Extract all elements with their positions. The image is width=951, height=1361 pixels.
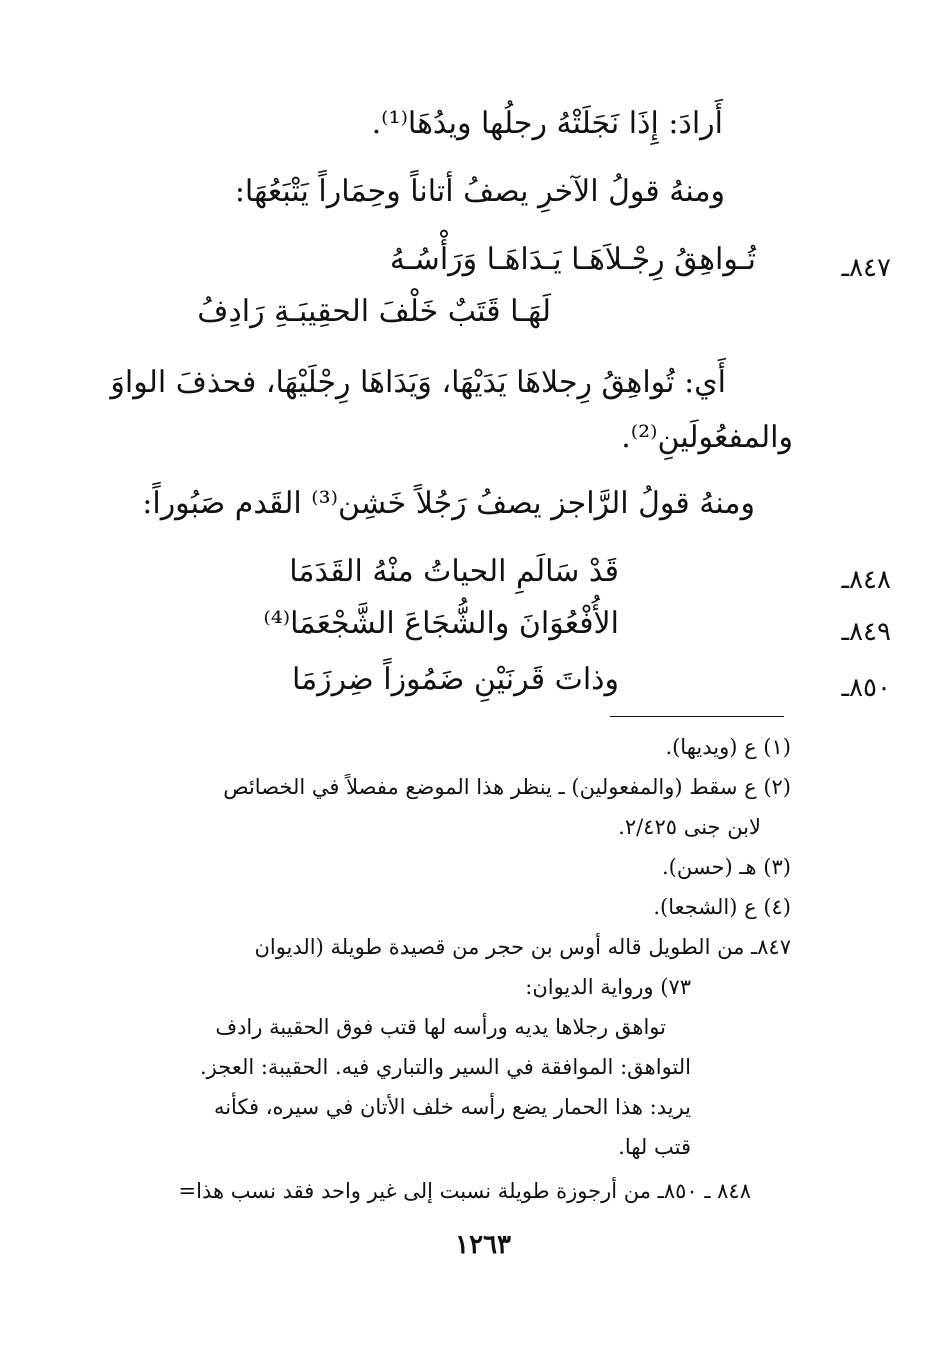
- verse-number: ٨٤٧ـ: [841, 253, 891, 283]
- verse-line: وذاتَ قَرنَيْنِ ضَمُوزاً ضِرزَمَا: [291, 662, 619, 697]
- text-line: والمفعُولَينِ⁽²⁾.: [621, 420, 793, 455]
- footnote: ٨٤٨ ـ ٨٥٠ـ من أرجوزة طويلة نسبت إلى غير واحد فقد نسب هذا=: [178, 1179, 751, 1203]
- verse-number: ٨٤٩ـ: [841, 617, 891, 647]
- verse-line: قَدْ سَالَمِ الحياتُ منْهُ القَدَمَا: [289, 554, 619, 589]
- verse-number: ٨٤٨ـ: [841, 565, 891, 595]
- text-line: أَي: تُواهِقُ رِجلاهَا يَدَيْهَا، وَيَدَاهَا رِجْلَيْهَا، فحذفَ الواوَ: [110, 365, 726, 400]
- footnote: تواهق رجلاها يديه ورأسه لها قتب فوق الحقيبة رادف: [215, 1015, 666, 1039]
- text-line: ومنهُ قولُ الآخرِ يصفُ أتاناً وحِمَاراً يَتْبَعُهَا:: [234, 174, 725, 209]
- footnote: ٨٤٧ـ من الطويل قاله أوس بن حجر من قصيدة طويلة (الديوان: [254, 935, 791, 959]
- footnote: (٤) ع (الشجعا).: [653, 895, 791, 919]
- footnote: (٣) هـ (حسن).: [661, 855, 791, 879]
- verse-line: الأُفْعُوَانَ والشُّجَاعَ الشَّجْعَمَا⁽⁴⁾: [263, 606, 619, 641]
- footnote: التواهق: الموافقة في السير والتباري فيه. الحقيبة: العجز.: [200, 1055, 691, 1079]
- footnote: يريد: هذا الحمار يضع رأسه خلف الأتان في سيره، فكأنه: [213, 1095, 691, 1119]
- footnote: (١) ع (ويديها).: [665, 735, 791, 759]
- verse-first-hemistich: تُـواهِقُ رِجْـلاَهَـا يَـدَاهَـا وَرَأْسُـهُ: [389, 242, 756, 277]
- text-line: أَرادَ: إِذَا نَجَلَتْهُ رجلُها ويدُهَا⁽¹⁾.: [371, 106, 723, 141]
- footnote: (٢) ع سقط (والمفعولين) ـ ينظر هذا الموضع مفصلاً في الخصائص: [223, 775, 791, 799]
- footnote: لابن جنى ٢/٤٢٥.: [618, 815, 761, 839]
- verse-number: ٨٥٠ـ: [841, 673, 891, 703]
- verse-second-hemistich: لَهَـا قَتَبٌ خَلْفَ الحقِيبَـةِ رَادِفُ: [197, 294, 551, 329]
- page-number: ١٢٦٣: [455, 1230, 511, 1260]
- footnote-divider: [610, 716, 784, 717]
- text-line: ومنهُ قولُ الرَّاجز يصفُ رَجُلاً خَشِن⁽³⁾ القَدم صَبُوراً:: [142, 486, 755, 521]
- footnote: ٧٣) ورواية الديوان:: [525, 975, 691, 999]
- footnote: قتب لها.: [618, 1135, 691, 1159]
